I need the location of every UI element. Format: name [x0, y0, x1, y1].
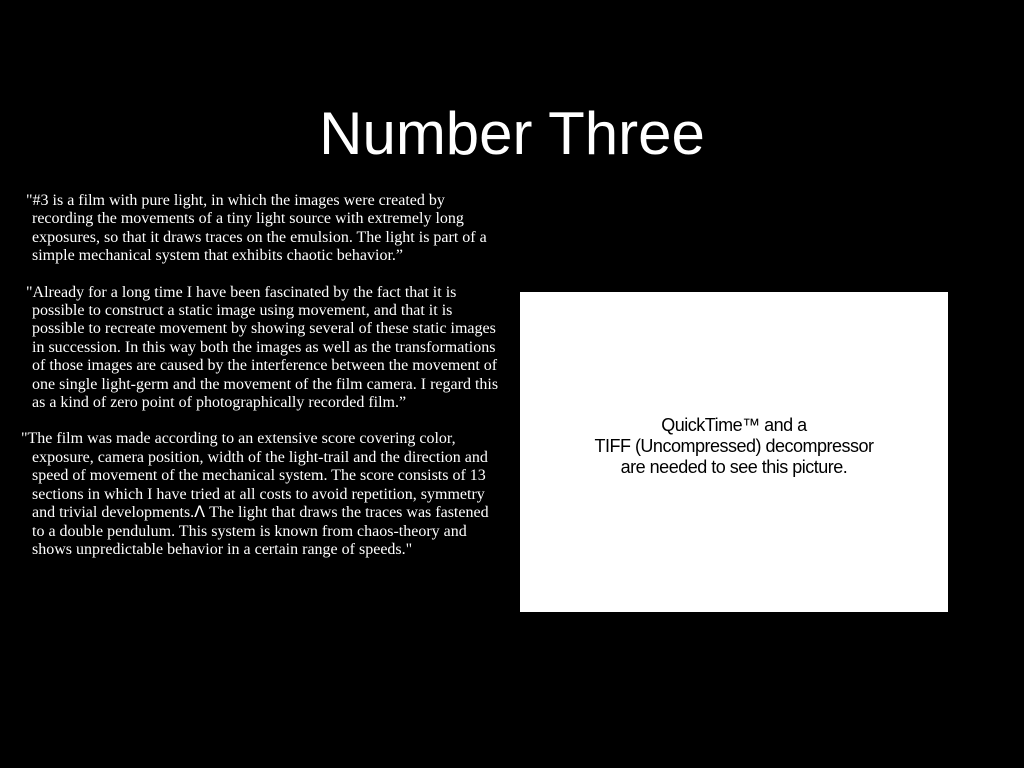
quote-paragraph: "Already for a long time I have been fascinated by the fact that it is possible to construct a static image using movement, and that it is possible to recreate movement by showing several of these static images in succession. In this way both the images as well as the transformations of those images are caused by the interference between the movement of one single light-germ and the movement of the film camera. I regard this as a kind of zero point of photographically recorded film.”	[26, 283, 499, 412]
slide-title: Number Three	[319, 100, 705, 167]
missing-image-placeholder	[520, 292, 948, 612]
quote-list	[21, 192, 502, 577]
placeholder-message: QuickTime™ and a TIFF (Uncompressed) decompressor are needed to see this picture.	[594, 414, 874, 477]
quote-paragraph: "The film was made according to an extensive score covering color, exposure, camera position, width of the light-trail and the direction and speed of movement of the mechanical system. The score consists of 13 sections in which I have tried at all costs to avoid repetition, symmetry and trivial developments.ꓥ The light that draws the traces was fastened to a double pendulum. This system is known from chaos-theory and shows unpredictable behavior in a certain range of speeds."	[21, 430, 489, 558]
quote-paragraph: "#3 is a film with pure light, in which the images were created by recording the movements of a tiny light source with extremely long exposures, so that it draws traces on the emulsion. The light is part of a simple mechanical system that exhibits chaotic behavior.”	[26, 192, 487, 265]
